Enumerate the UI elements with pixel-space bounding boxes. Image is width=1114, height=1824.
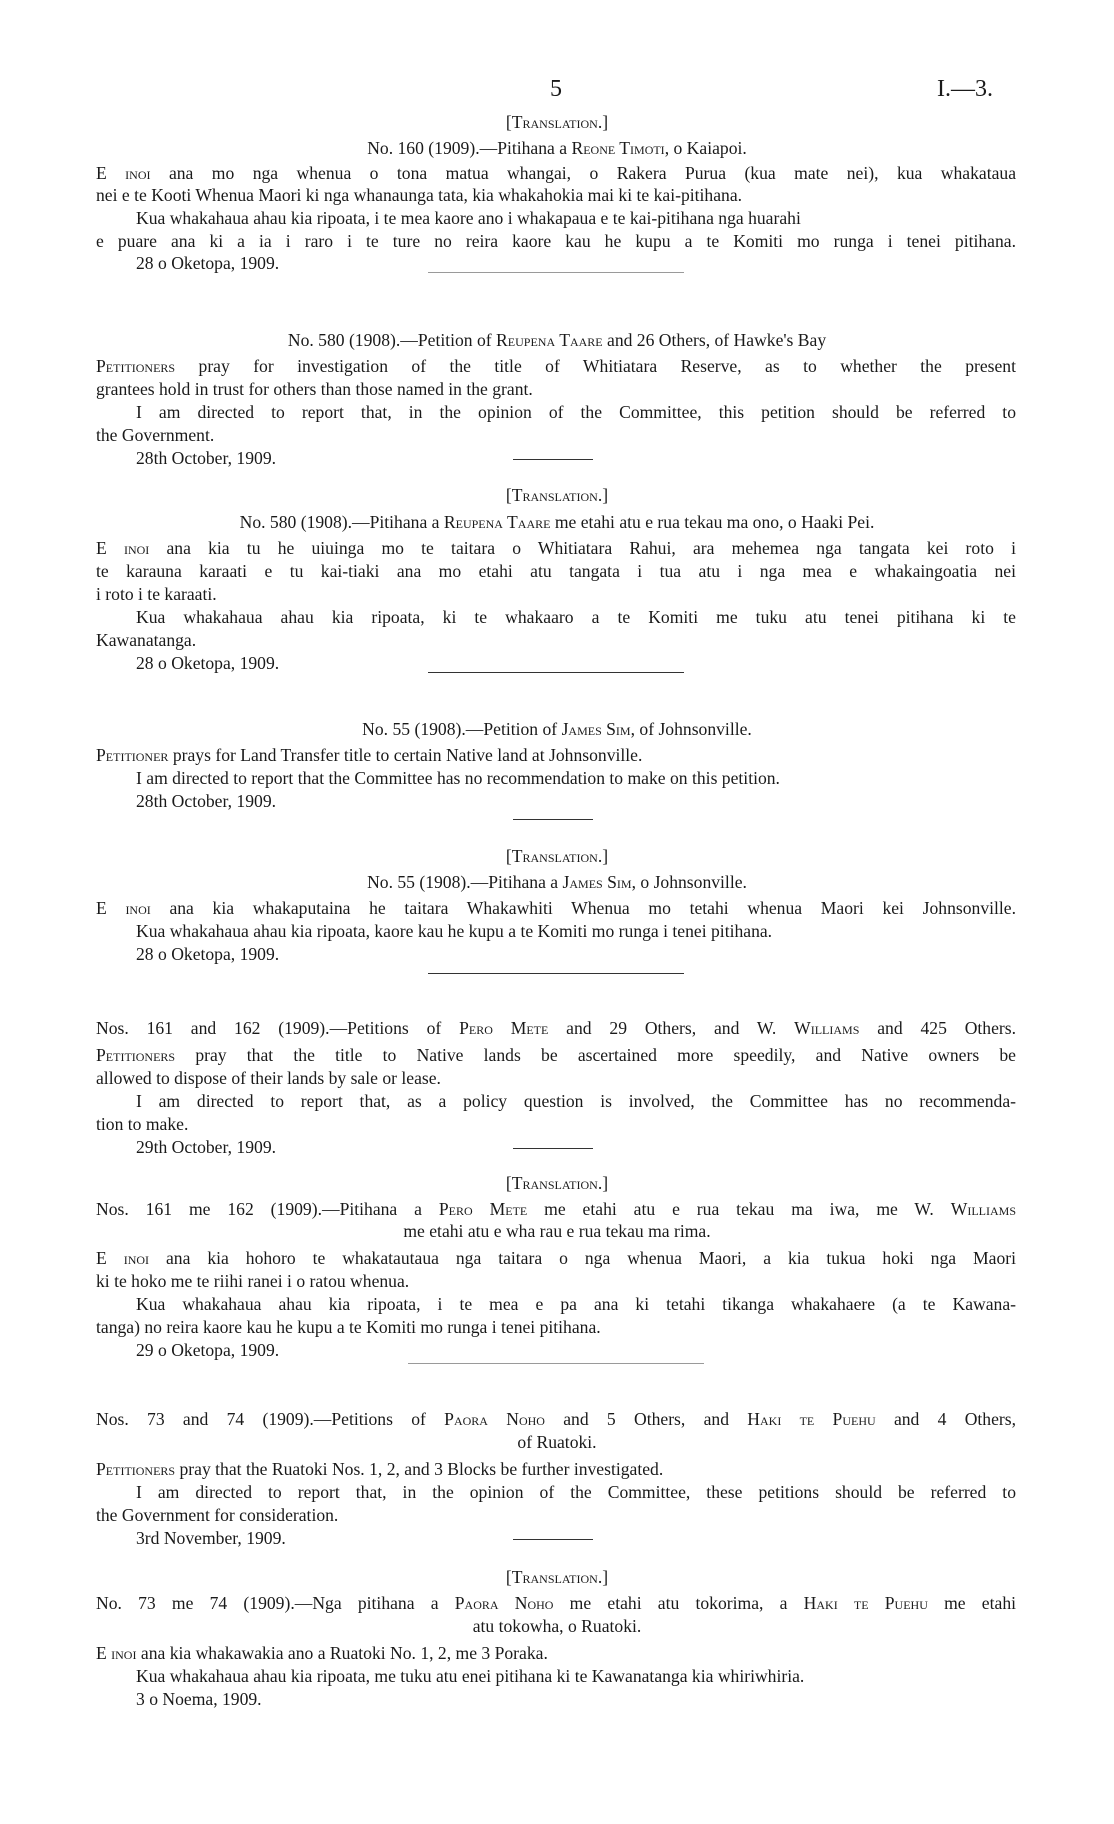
translation-label: [Translation.] <box>505 485 609 505</box>
section-heading-continued: atu tokowha, o Ruatoki. <box>472 1616 642 1636</box>
document-reference: I.—3. <box>937 76 993 102</box>
translation-label: [Translation.] <box>505 1567 609 1587</box>
paragraph-line: nei e te Kooti Whenua Maori ki nga whanaunga tata, kia whakahokia mai ki te kai-pitihana. <box>96 185 743 205</box>
paragraph-line: Kua whakahaua ahau kia ripoata, me tuku atu enei pitihana ki te Kawanatanga kia whiriwhiria. <box>136 1666 805 1686</box>
section-heading: No. 55 (1908).—Petition of James Sim, of Johnsonville. <box>362 719 752 739</box>
paragraph-line: Kua whakahaua ahau kia ripoata, i te mea kaore ano i whakapaua e te kai-pitihana nga huarahi <box>136 208 801 228</box>
paragraph-line: Petitioners pray for investigation of the title of Whitiatara Reserve, as to whether the present <box>96 356 1016 376</box>
page-number: 5 <box>550 76 562 102</box>
paragraph-line: i roto i te karaati. <box>96 584 217 604</box>
date-line: 28 o Oketopa, 1909. <box>136 253 280 273</box>
date-line: 28 o Oketopa, 1909. <box>136 944 280 964</box>
translation-label: [Translation.] <box>505 1173 609 1193</box>
paragraph-line: E inoi ana mo nga whenua o tona matua whangai, o Rakera Purua (kua mate nei), kua whakataua <box>96 163 1016 183</box>
short-divider <box>513 1539 593 1540</box>
paragraph-line: ki te hoko me te riihi ranei i o ratou whenua. <box>96 1271 410 1291</box>
paragraph-line: tanga) no reira kaore kau he kupu a te Komiti mo runga i tenei pitihana. <box>96 1317 601 1337</box>
paragraph-line: the Government. <box>96 425 215 445</box>
section-divider <box>428 672 684 673</box>
section-heading: No. 160 (1909).—Pitihana a Reone Timoti, o Kaiapoi. <box>367 138 747 158</box>
date-line: 3 o Noema, 1909. <box>136 1689 262 1709</box>
section-heading: No. 580 (1908).—Pitihana a Reupena Taare me etahi atu e rua tekau ma ono, o Haaki Pei. <box>239 512 875 532</box>
short-divider <box>513 1148 593 1149</box>
section-heading: Nos. 161 me 162 (1909).—Pitihana a Pero Mete me etahi atu e rua tekau ma iwa, me W. Williams <box>96 1199 1017 1219</box>
paragraph-line: Petitioners pray that the Ruatoki Nos. 1, 2, and 3 Blocks be further investigated. <box>96 1459 664 1479</box>
section-divider <box>408 1363 704 1364</box>
section-heading-continued: me etahi atu e wha rau e rua tekau ma rima. <box>403 1221 711 1241</box>
short-divider <box>513 459 593 460</box>
paragraph-line: E inoi ana kia whakawakia ano a Ruatoki No. 1, 2, me 3 Poraka. <box>96 1643 548 1663</box>
section-heading-continued: of Ruatoki. <box>517 1432 597 1452</box>
section-heading: Nos. 73 and 74 (1909).—Petitions of Paora Noho and 5 Others, and Haki te Puehu and 4 Others, <box>96 1409 1017 1429</box>
date-line: 28th October, 1909. <box>136 448 277 468</box>
date-line: 28 o Oketopa, 1909. <box>136 653 280 673</box>
paragraph-line: E inoi ana kia tu he uiuinga mo te taitara o Whitiatara Rahui, ara mehemea nga tangata kei roto i <box>96 538 1016 558</box>
paragraph-line: I am directed to report that, as a policy question is involved, the Committee has no recommenda- <box>136 1091 1016 1111</box>
paragraph-line: Kawanatanga. <box>96 630 197 650</box>
paragraph-line: te karauna karaati e tu kai-tiaki ana mo etahi atu tangata i tua atu i nga mea e whakaingoatia nei <box>96 561 1016 581</box>
paragraph-line: allowed to dispose of their lands by sale or lease. <box>96 1068 441 1088</box>
paragraph-line: tion to make. <box>96 1114 189 1134</box>
section-divider <box>428 272 684 273</box>
date-line: 29 o Oketopa, 1909. <box>136 1340 280 1360</box>
paragraph-line: e puare ana ki a ia i raro i te ture no reira kaore kau he kupu a te Komiti mo runga i tenei pitihana. <box>96 231 1016 251</box>
section-heading: No. 580 (1908).—Petition of Reupena Taare and 26 Others, of Hawke's Bay <box>287 330 827 350</box>
date-line: 3rd November, 1909. <box>136 1528 286 1548</box>
paragraph-line: Petitioners pray that the title to Native lands be ascertained more speedily, and Native owners be <box>96 1045 1016 1065</box>
date-line: 28th October, 1909. <box>136 791 277 811</box>
paragraph-line: Kua whakahaua ahau kia ripoata, kaore kau he kupu a te Komiti mo runga i tenei pitihana. <box>136 921 773 941</box>
translation-label: [Translation.] <box>505 112 609 132</box>
translation-label: [Translation.] <box>505 846 609 866</box>
paragraph-line: the Government for consideration. <box>96 1505 339 1525</box>
section-divider <box>428 973 684 974</box>
section-heading: Nos. 161 and 162 (1909).—Petitions of Pero Mete and 29 Others, and W. Williams and 425 Others. <box>96 1018 1017 1038</box>
paragraph-line: I am directed to report that the Committee has no recommendation to make on this petition. <box>136 768 780 788</box>
paragraph-line: Petitioner prays for Land Transfer title to certain Native land at Johnsonville. <box>96 745 643 765</box>
paragraph-line: I am directed to report that, in the opinion of the Committee, this petition should be referred to <box>136 402 1016 422</box>
paragraph-line: E inoi ana kia whakaputaina he taitara Whakawhiti Whenua mo tetahi whenua Maori kei Johnsonville. <box>96 898 1016 918</box>
section-heading: No. 73 me 74 (1909).—Nga pitihana a Paora Noho me etahi atu tokorima, a Haki te Puehu me etahi <box>96 1593 1017 1613</box>
section-heading: No. 55 (1908).—Pitihana a James Sim, o Johnsonville. <box>367 872 747 892</box>
short-divider <box>513 819 593 820</box>
paragraph-line: E inoi ana kia hohoro te whakatautaua nga taitara o nga whenua Maori, a kia tukua hoki nga Maori <box>96 1248 1016 1268</box>
date-line: 29th October, 1909. <box>136 1137 277 1157</box>
paragraph-line: Kua whakahaua ahau kia ripoata, i te mea e pa ana ki tetahi tikanga whakahaere (a te Kawana- <box>136 1294 1016 1314</box>
paragraph-line: Kua whakahaua ahau kia ripoata, ki te whakaaro a te Komiti me tuku atu tenei pitihana ki te <box>136 607 1016 627</box>
paragraph-line: I am directed to report that, in the opinion of the Committee, these petitions should be referred to <box>136 1482 1016 1502</box>
paragraph-line: grantees hold in trust for others than those named in the grant. <box>96 379 533 399</box>
